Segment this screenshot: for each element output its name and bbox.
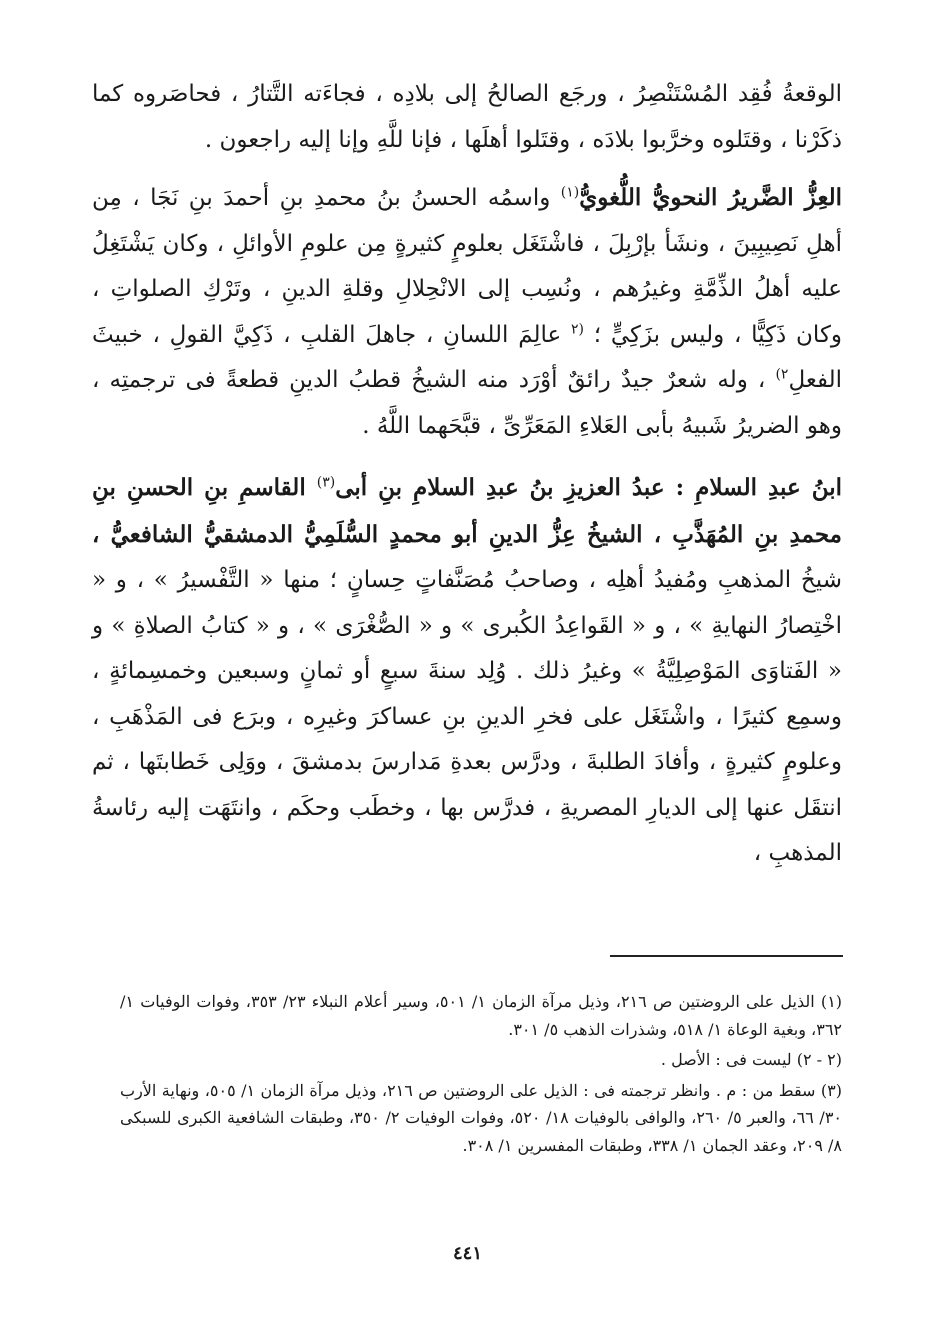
entry-text: شيخُ المذهبِ ومُفيدُ أهلِه ، وصاحبُ مُصَنَّفاتٍ حِسانٍ ؛ منها « التَّفْسيرُ » ، و « اخْتِصارُ النهايةِ » ، و « القَواعِدُ الكُبرى » و « الصُّغْرَى » ، و « كتابُ الصلاةِ » و « الفَتاوَى المَوْصِلِيَّةُ » وغيرُ ذلك . وُلِد سنةَ سبعٍ أو ثمانٍ وسبعين وخمسِمائةٍ ، وسمِع كثيرًا ، واشْتَغَل على فخرِ الدينِ بنِ عساكرَ وغيرِه ، وبرَع فى المَذْهَبِ ، وعلومٍ كثيرةٍ ، وأفادَ الطلبةَ ، ودرَّس بعدةِ مَدارسَ بدمشقَ ، ووَلِى خَطابتَها ، ثم انتقَل عنها إلى الديارِ المصريةِ ، فدرَّس بها ، وخطَب وحكَم ، وانتَهَت إليه رئاسةُ المذهبِ ، — [92, 567, 842, 866]
entry-ibn-abd-al-salam — [92, 465, 842, 877]
main-text — [92, 72, 842, 877]
footnote-ref-3[interactable]: (٣) — [316, 474, 336, 491]
entry-heading-name: ابنُ عبدِ السلامِ : عبدُ العزيزِ بنُ عبدِ السلامِ بنِ أبى — [335, 474, 842, 501]
footnote-ref-2-open[interactable]: (٢ — [571, 320, 585, 337]
entry-text: عالِمَ اللسانِ ، جاهلَ القلبِ ، ذَكِيَّ القولِ ، خبيثَ الفعلِ — [92, 321, 842, 393]
entry-text: ، وله شعرٌ جيدٌ رائقٌ أوْرَد منه الشيخُ قطبُ الدينِ قطعةً فى ترجمتِه ، وهو الضريرُ شَبيهُ بأبى العَلاءِ المَعَرِّىِّ ، قبَّحَهما اللَّهُ . — [92, 367, 842, 439]
footnote-divider — [610, 955, 843, 957]
entry-heading-name-continued: القاسمِ بنِ الحسنِ بنِ محمدِ بنِ المُهَذَّبِ ، الشيخُ عِزُّ الدينِ أبو محمدٍ السُّلَمِيُّ الدمشقيُّ الشافعيُّ ، — [92, 474, 842, 548]
footnote-ref-2-close[interactable]: ٢) — [775, 366, 789, 383]
entry-heading-name: العِزُّ الضَّريرُ النحويُّ اللُّغويُّ — [579, 184, 842, 211]
page-number: ٤٤١ — [452, 1243, 482, 1264]
paragraph-continuation: الوقعةُ فُقِد المُسْتَنْصِرُ ، ورجَع الصالحُ إلى بلادِه ، فجاءَته التَّتارُ ، فحاصَروه كما ذكَرْنا ، وقتَلوه وخرَّبوا بلادَه ، وقتَلوا أهلَها ، فإنا للَّهِ وإنا إليه راجعون . — [92, 81, 842, 153]
entry-text: واسمُه الحسنُ بنُ محمدِ بنِ أحمدَ بنِ نَجَا ، مِن أهلِ نَصِيبِينَ ، ونشَأ بإرْبِلَ ، فاشْتَغَل بعلومٍ كثيرةٍ مِن علومِ الأوائلِ ، وكان يَشْتَغِلُ عليه أهلُ الذِّمَّةِ وغيرُهم ، ونُسِب إلى الانْحِلالِ وقلةِ الدينِ ، وتَرْكِ الصلواتِ ، وكان ذَكِيًّا ، وليس بزَكِيٍّ ؛ — [92, 185, 842, 348]
footnote-1: (١) الذيل على الروضتين ص ٢١٦، وذيل مرآة الزمان ١/ ٥٠١، وسير أعلام النبلاء ٢٣/ ٣٥٣، وفوات الوفيات ١/ ٣٦٢، وبغية الوعاة ١/ ٥١٨، وشذرات الذهب ٥/ ٣٠١. — [120, 992, 843, 1039]
entry-al-izz-al-darir — [92, 175, 842, 449]
footnote-3: (٣) سقط من : م . وانظر ترجمته فى : الذيل على الروضتين ص ٢١٦، وذيل مرآة الزمان ١/ ٥٠٥، ونهاية الأرب ٣٠/ ٦٦، والعبر ٥/ ٢٦٠، والوافى بالوفيات ١٨/ ٥٢٠، وفوات الوفيات ٢/ ٣٥٠، وطبقات الشافعية الكبرى للسبكى ٨/ ٢٠٩، وعقد الجمان ١/ ٣٣٨، وطبقات المفسرين ١/ ٣٠٨. — [120, 1080, 843, 1155]
footnote-ref-1[interactable]: (١) — [560, 184, 580, 201]
footnote-2: (٢ - ٢) ليست فى : الأصل . — [660, 1050, 842, 1069]
footnotes — [120, 988, 842, 1162]
